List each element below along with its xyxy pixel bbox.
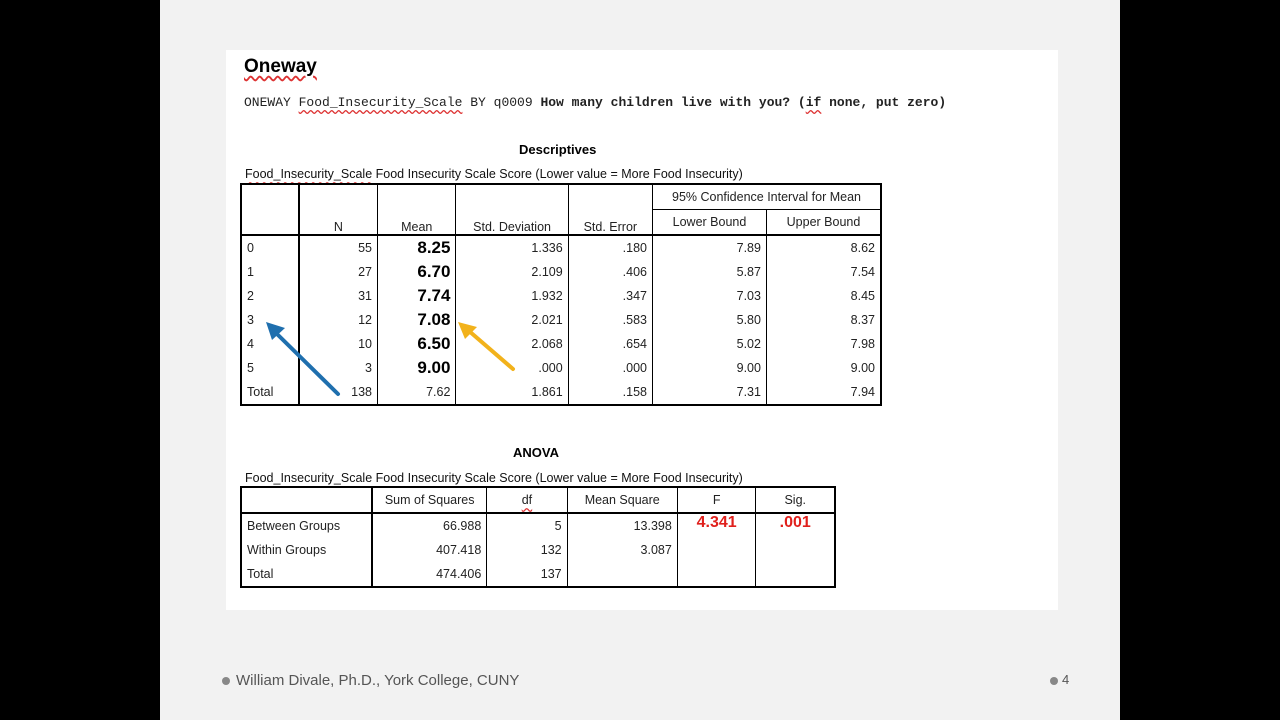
cmd-prefix: ONEWAY (244, 95, 299, 110)
anova-df: 5 (487, 513, 567, 538)
anova-ms: 13.398 (567, 513, 677, 538)
anova-head-sig: Sig. (756, 487, 835, 513)
anova-source: Within Groups (247, 543, 327, 557)
desc-lower: 7.31 (653, 380, 767, 405)
descriptives-table (240, 183, 882, 406)
anova-ss: 407.418 (372, 538, 487, 562)
desc-group: Total (247, 385, 274, 399)
syntax-command (244, 95, 946, 110)
desc-sd: .000 (456, 356, 568, 380)
desc-mean: 6.50 (377, 332, 455, 356)
desc-group: 3 (247, 313, 254, 327)
desc-header-row-1 (241, 184, 881, 210)
anova-source: Total (247, 567, 274, 581)
anova-var-name: Food_Insecurity_Scale (245, 471, 373, 485)
desc-head-n: N (299, 184, 378, 235)
desc-upper: 7.94 (766, 380, 881, 405)
desc-lower: 5.02 (653, 332, 767, 356)
desc-se: .347 (568, 284, 652, 308)
anova-head-ss: Sum of Squares (372, 487, 487, 513)
desc-n: 3 (299, 356, 378, 380)
desc-upper: 8.45 (766, 284, 881, 308)
anova-title: ANOVA (513, 445, 559, 460)
cmd-by: BY q0009 (462, 95, 541, 110)
desc-upper: 8.62 (766, 235, 881, 260)
desc-lower: 7.03 (653, 284, 767, 308)
anova-f: 4.341 (677, 513, 756, 538)
table-row (241, 513, 835, 538)
desc-head-se: Std. Error (568, 184, 652, 235)
desc-sd: 2.021 (456, 308, 568, 332)
cmd-label-b: none, put zero) (821, 95, 947, 110)
desc-lower: 5.87 (653, 260, 767, 284)
anova-ms (567, 562, 677, 587)
desc-se: .158 (568, 380, 652, 405)
anova-df: 137 (487, 562, 567, 587)
descriptives-var-label: Food Insecurity Scale Score (Lower value = More Food Insecurity) (372, 167, 743, 181)
descriptives-var-name: Food_Insecurity_Scale (245, 167, 373, 181)
desc-n: 55 (299, 235, 378, 260)
desc-se: .406 (568, 260, 652, 284)
table-row (241, 284, 881, 308)
anova-ss: 474.406 (372, 562, 487, 587)
desc-sd: 2.068 (456, 332, 568, 356)
anova-ss: 66.988 (372, 513, 487, 538)
desc-head-upper: Upper Bound (766, 210, 881, 236)
descriptives-title: Descriptives (519, 142, 597, 157)
desc-se: .180 (568, 235, 652, 260)
table-row-total (241, 380, 881, 405)
table-row (241, 235, 881, 260)
desc-group: 4 (247, 337, 254, 351)
desc-sd: 1.932 (456, 284, 568, 308)
desc-group: 1 (247, 265, 254, 279)
desc-mean: 7.62 (377, 380, 455, 405)
anova-sig (756, 562, 835, 587)
anova-variable (245, 471, 743, 485)
desc-upper: 7.54 (766, 260, 881, 284)
anova-table (240, 486, 836, 588)
bullet-icon (1050, 677, 1058, 685)
descriptives-variable (245, 167, 743, 181)
table-row (241, 308, 881, 332)
desc-mean: 8.25 (377, 235, 455, 260)
desc-upper: 7.98 (766, 332, 881, 356)
desc-lower: 9.00 (653, 356, 767, 380)
table-row (241, 260, 881, 284)
anova-sig (756, 538, 835, 562)
page-number (1050, 672, 1069, 687)
desc-n: 31 (299, 284, 378, 308)
anova-var-label: Food Insecurity Scale Score (Lower value = More Food Insecurity) (372, 471, 743, 485)
desc-sd: 1.861 (456, 380, 568, 405)
anova-head-df: df (487, 487, 567, 513)
desc-group: 5 (247, 361, 254, 375)
anova-f (677, 538, 756, 562)
desc-upper: 9.00 (766, 356, 881, 380)
cmd-label-a: How many children live with you? ( (540, 95, 806, 110)
table-row-total (241, 562, 835, 587)
desc-mean: 6.70 (377, 260, 455, 284)
desc-group: 0 (247, 241, 254, 255)
anova-f (677, 562, 756, 587)
desc-corner (241, 184, 299, 235)
anova-header-row (241, 487, 835, 513)
desc-n: 12 (299, 308, 378, 332)
anova-ms: 3.087 (567, 538, 677, 562)
table-row (241, 332, 881, 356)
footer-author (222, 672, 519, 689)
desc-se: .000 (568, 356, 652, 380)
desc-mean: 7.08 (377, 308, 455, 332)
desc-se: .654 (568, 332, 652, 356)
desc-n: 27 (299, 260, 378, 284)
anova-sig: .001 (756, 513, 835, 538)
desc-se: .583 (568, 308, 652, 332)
desc-mean: 7.74 (377, 284, 455, 308)
anova-source: Between Groups (247, 519, 341, 533)
desc-sd: 1.336 (456, 235, 568, 260)
desc-sd: 2.109 (456, 260, 568, 284)
anova-df: 132 (487, 538, 567, 562)
desc-n: 10 (299, 332, 378, 356)
bullet-icon (222, 677, 230, 685)
desc-upper: 8.37 (766, 308, 881, 332)
anova-corner (241, 487, 372, 513)
desc-mean: 9.00 (377, 356, 455, 380)
anova-head-ms: Mean Square (567, 487, 677, 513)
desc-head-sd: Std. Deviation (456, 184, 568, 235)
page-number-text: 4 (1062, 672, 1070, 687)
cmd-dv: Food_Insecurity_Scale (298, 95, 463, 110)
table-row (241, 356, 881, 380)
desc-lower: 7.89 (653, 235, 767, 260)
desc-group: 2 (247, 289, 254, 303)
anova-head-f: F (677, 487, 756, 513)
table-row (241, 538, 835, 562)
desc-n: 138 (299, 380, 378, 405)
desc-lower: 5.80 (653, 308, 767, 332)
cmd-label-if: if (805, 95, 822, 110)
footer-author-text: William Divale, Ph.D., York College, CUNY (236, 672, 520, 689)
output-title: Oneway (244, 56, 317, 77)
desc-head-ci: 95% Confidence Interval for Mean (653, 184, 882, 210)
desc-head-lower: Lower Bound (653, 210, 767, 236)
desc-head-mean: Mean (377, 184, 455, 235)
